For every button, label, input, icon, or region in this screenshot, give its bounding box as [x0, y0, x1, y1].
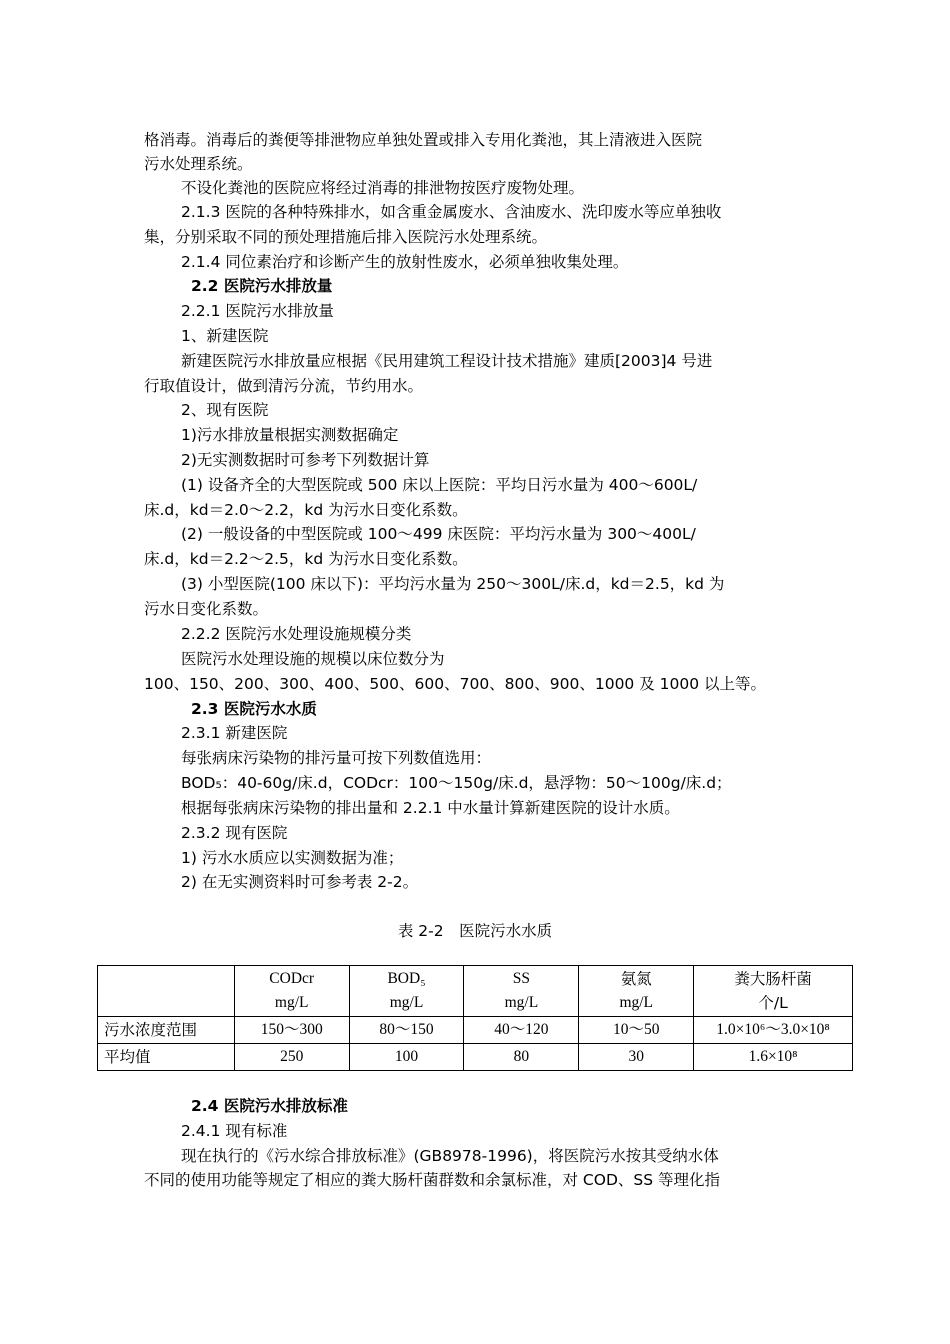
- table-cell: 10～50: [579, 1017, 694, 1044]
- text-line: 1)污水排放量根据实测数据确定: [181, 426, 399, 444]
- table-cell: 250: [234, 1044, 349, 1071]
- text-line: BOD₅：40-60g/床.d，CODcr：100～150g/床.d，悬浮物：50～100g/床.d；: [181, 774, 732, 792]
- header-unit: 个/L: [758, 994, 788, 1012]
- section-heading: 2.3 医院污水水质: [191, 700, 317, 718]
- text-line: 2.3.2 现有医院: [181, 824, 288, 842]
- text-line: 医院污水处理设施的规模以床位数分为: [181, 650, 445, 668]
- table-row: [98, 1017, 853, 1044]
- header-name: BOD₅: [387, 970, 426, 987]
- text-line: 2.1.3 医院的各种特殊排水，如含重金属废水、含油废水、洗印废水等应单独收: [181, 203, 722, 221]
- table-caption: 表 2-2 医院污水水质: [397, 922, 553, 940]
- text-line: 不同的使用功能等规定了相应的粪大肠杆菌群数和余氯标准，对 COD、SS 等理化指: [144, 1171, 720, 1189]
- table-cell: 100: [349, 1044, 464, 1071]
- text-line: 格消毒。消毒后的粪便等排泄物应单独处置或排入专用化粪池，其上清液进入医院: [144, 131, 703, 149]
- text-line: 床.d，kd＝2.0～2.2，kd 为污水日变化系数。: [144, 501, 468, 519]
- table-header-cell: [694, 966, 853, 1017]
- table-header-cell: [349, 966, 464, 1017]
- text-line: 行取值设计，做到清污分流，节约用水。: [144, 377, 424, 395]
- section-heading: 2.2 医院污水排放量: [191, 277, 333, 295]
- header-name: 氨氮: [620, 970, 652, 988]
- table-cell: 1.6×10⁸: [694, 1044, 853, 1071]
- text-line: 集，分别采取不同的预处理措施后排入医院污水处理系统。: [144, 228, 548, 246]
- text-line: 2)无实测数据时可参考下列数据计算: [181, 451, 430, 469]
- text-line: 2) 在无实测资料时可参考表 2-2。: [181, 873, 419, 891]
- text-line: 2.2.2 医院污水处理设施规模分类: [181, 625, 412, 643]
- text-line: 2、现有医院: [181, 401, 269, 419]
- text-line: 2.1.4 同位素治疗和诊断产生的放射性废水，必须单独收集处理。: [181, 253, 629, 271]
- text-line: 根据每张病床污染物的排出量和 2.2.1 中水量计算新建医院的设计水质。: [181, 799, 680, 817]
- text-line: 污水处理系统。: [144, 155, 253, 173]
- text-line: 不设化粪池的医院应将经过消毒的排泄物按医疗废物处理。: [181, 179, 585, 197]
- text-line: 新建医院污水排放量应根据《民用建筑工程设计技术措施》建质[2003]4 号进: [181, 352, 713, 370]
- table-cell: 40～120: [464, 1017, 579, 1044]
- header-name: CODcr: [269, 970, 315, 987]
- table-row: [98, 1044, 853, 1071]
- header-name: SS: [512, 970, 531, 987]
- text-line: (1) 设备齐全的大型医院或 500 床以上医院：平均日污水量为 400～600L/: [181, 476, 698, 494]
- header-unit: mg/L: [504, 994, 539, 1011]
- text-line: 2.4.1 现有标准: [181, 1122, 288, 1140]
- table-cell: 80: [464, 1044, 579, 1071]
- text-line: 现在执行的《污水综合排放标准》(GB8978-1996)，将医院污水按其受纳水体: [181, 1147, 719, 1165]
- text-line: 2.3.1 新建医院: [181, 724, 288, 742]
- text-line: (3) 小型医院(100 床以下)：平均污水量为 250～300L/床.d，kd＝2.5，kd 为: [181, 575, 725, 593]
- text-line: 1) 污水水质应以实测数据为准；: [181, 849, 404, 867]
- water-quality-table: [97, 965, 853, 1071]
- header-unit: mg/L: [389, 994, 424, 1011]
- text-line: 污水日变化系数。: [144, 600, 269, 618]
- table-header-cell: [98, 966, 235, 1017]
- text-line: 1、新建医院: [181, 327, 269, 345]
- table-header-cell: [579, 966, 694, 1017]
- text-line: 每张病床污染物的排污量可按下列数值选用：: [181, 749, 492, 767]
- header-unit: mg/L: [619, 994, 654, 1011]
- table-cell: 150～300: [234, 1017, 349, 1044]
- text-line: 100、150、200、300、400、500、600、700、800、900、1000 及 1000 以上等。: [144, 675, 767, 693]
- row-label: 平均值: [98, 1044, 235, 1071]
- text-line: 床.d，kd＝2.2～2.5，kd 为污水日变化系数。: [144, 550, 468, 568]
- table-cell: 1.0×10⁶～3.0×10⁸: [694, 1017, 853, 1044]
- table-header-cell: [464, 966, 579, 1017]
- text-line: 2.2.1 医院污水排放量: [181, 302, 334, 320]
- section-heading: 2.4 医院污水排放标准: [191, 1097, 348, 1115]
- header-name: 粪大肠杆菌: [734, 970, 812, 988]
- table-cell: 80～150: [349, 1017, 464, 1044]
- text-line: (2) 一般设备的中型医院或 100～499 床医院：平均污水量为 300～400L/: [181, 525, 696, 543]
- row-label: 污水浓度范围: [98, 1017, 235, 1044]
- table-cell: 30: [579, 1044, 694, 1071]
- header-unit: mg/L: [274, 994, 309, 1011]
- table-header-cell: [234, 966, 349, 1017]
